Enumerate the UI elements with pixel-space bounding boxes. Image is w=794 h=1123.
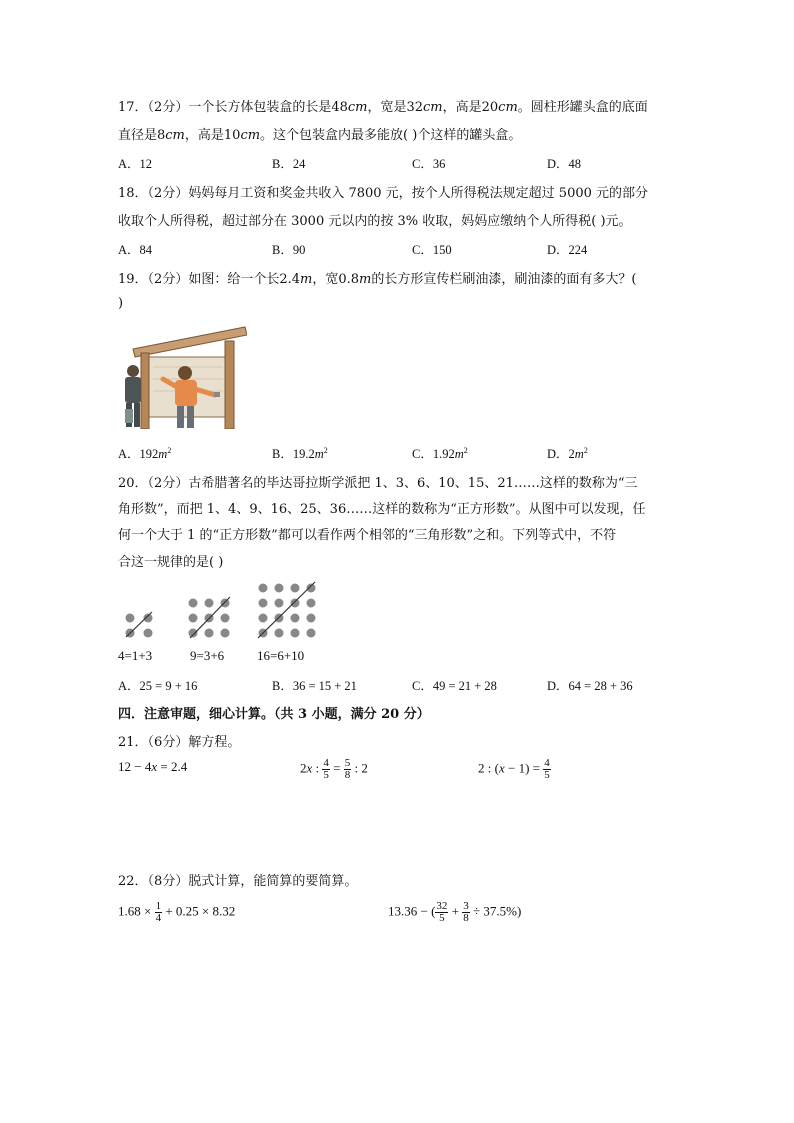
q20-line4: 合这一规律的是( ) [118, 555, 224, 570]
q20-option-a: A．25 = 9 + 16 [118, 679, 198, 693]
q18-option-b: B．90 [272, 243, 306, 257]
q19-line2: ) [118, 296, 124, 311]
q21-equation-3: 2 : (x − 1) = $\frac{4}{5}$ [478, 757, 550, 781]
q20-line1: 20．（2分）古希腊著名的毕达哥拉斯学派把 1、3、6、10、15、21……这样的数称为“三 [118, 476, 638, 491]
fraction-3-8: $\frac{3}{8}$ [463, 900, 469, 924]
fraction-32-5: $\frac{32}{5}$ [436, 900, 448, 924]
q17-option-d: D．48 [547, 157, 582, 171]
q17-option-a: A．12 [118, 157, 153, 171]
q20-caption-9: 9=3+6 [190, 648, 225, 663]
q21-equation-1: 12 − 4x = 2.4 [118, 759, 188, 774]
q22-title: 22．（8分）脱式计算，能简算的要简算。 [118, 874, 358, 889]
q17-line2: 直径是8cm，高是10cm。这个包装盒内最多能放( )个这样的罐头盒。 [118, 128, 522, 143]
bulletin-board-illustration [119, 323, 247, 429]
q19-option-c: C．$1.92m^2$ [412, 445, 468, 461]
dots-9 [189, 597, 231, 638]
q18-line1: 18．（2分）妈妈每月工资和奖金共收入 7800 元，按个人所得税法规定超过 5000 元的部分 [118, 186, 649, 201]
q19-option-a: A．$192m^2$ [118, 445, 172, 461]
q20-caption-4: 4=1+3 [118, 648, 153, 663]
q20-option-c: C．49 = 21 + 28 [412, 679, 497, 693]
q22-expression-2: 13.36 − ( $\frac{32}{5}$ + $\frac{3}{8}$ ÷ 37.5%) [388, 900, 522, 924]
q21-equation-2: 2x : $\frac{4}{5}$ = $\frac{5}{8}$ : 2 [300, 757, 368, 781]
q18-option-d: D．224 [547, 243, 588, 257]
fraction-1-4: $\frac{1}{4}$ [155, 900, 162, 924]
q17-option-c: C．36 [412, 157, 446, 171]
q17-option-b: B．24 [272, 157, 306, 171]
q20-caption-16: 16=6+10 [257, 648, 305, 663]
q20-line3: 何一个大于 1 的“正方形数”都可以看作两个相邻的“三角形数”之和。下列等式中，不符 [118, 528, 617, 543]
q20-option-d: D．64 = 28 + 36 [547, 679, 633, 693]
q21-title: 21．（6分）解方程。 [118, 735, 241, 750]
dots-4 [126, 612, 153, 638]
q20-line2: 角形数”，而把 1、4、9、16、25、36……这样的数称为“正方形数”。从图中可以发现，任 [118, 502, 646, 517]
q18-option-c: C．150 [412, 243, 452, 257]
q18-line2: 收取个人所得税，超过部分在 3000 元以内的按 3% 收取，妈妈应缴纳个人所得税( )元。 [118, 214, 632, 229]
dots-16 [258, 582, 316, 638]
fraction-4-5-b: $\frac{4}{5}$ [544, 757, 550, 781]
q20-option-b: B．36 = 15 + 21 [272, 679, 357, 693]
square-number-dot-diagrams [118, 580, 328, 642]
q22-expression-1: 1.68 × $\frac{1}{4}$ + 0.25 × 8.32 [118, 900, 236, 924]
q18-option-a: A．84 [118, 243, 153, 257]
q19-option-b: B．$19.2m^2$ [272, 445, 328, 461]
fraction-5-8: $\frac{5}{8}$ [344, 757, 351, 781]
q17-line1: 17．（2分）一个长方体包装盒的长是48cm，宽是32cm，高是20cm。圆柱形罐头盒的底面 [118, 100, 648, 115]
q19-line1: 19．（2分）如图：给一个长2.4m，宽0.8m的长方形宣传栏刷油漆，刷油漆的面有多大？( [118, 272, 637, 287]
section-4-title: 四．注意审题，细心计算。（共 3 小题，满分 20 分） [118, 707, 430, 722]
q19-option-d: D．$2m^2$ [547, 445, 588, 461]
fraction-4-5: $\frac{4}{5}$ [323, 757, 329, 781]
